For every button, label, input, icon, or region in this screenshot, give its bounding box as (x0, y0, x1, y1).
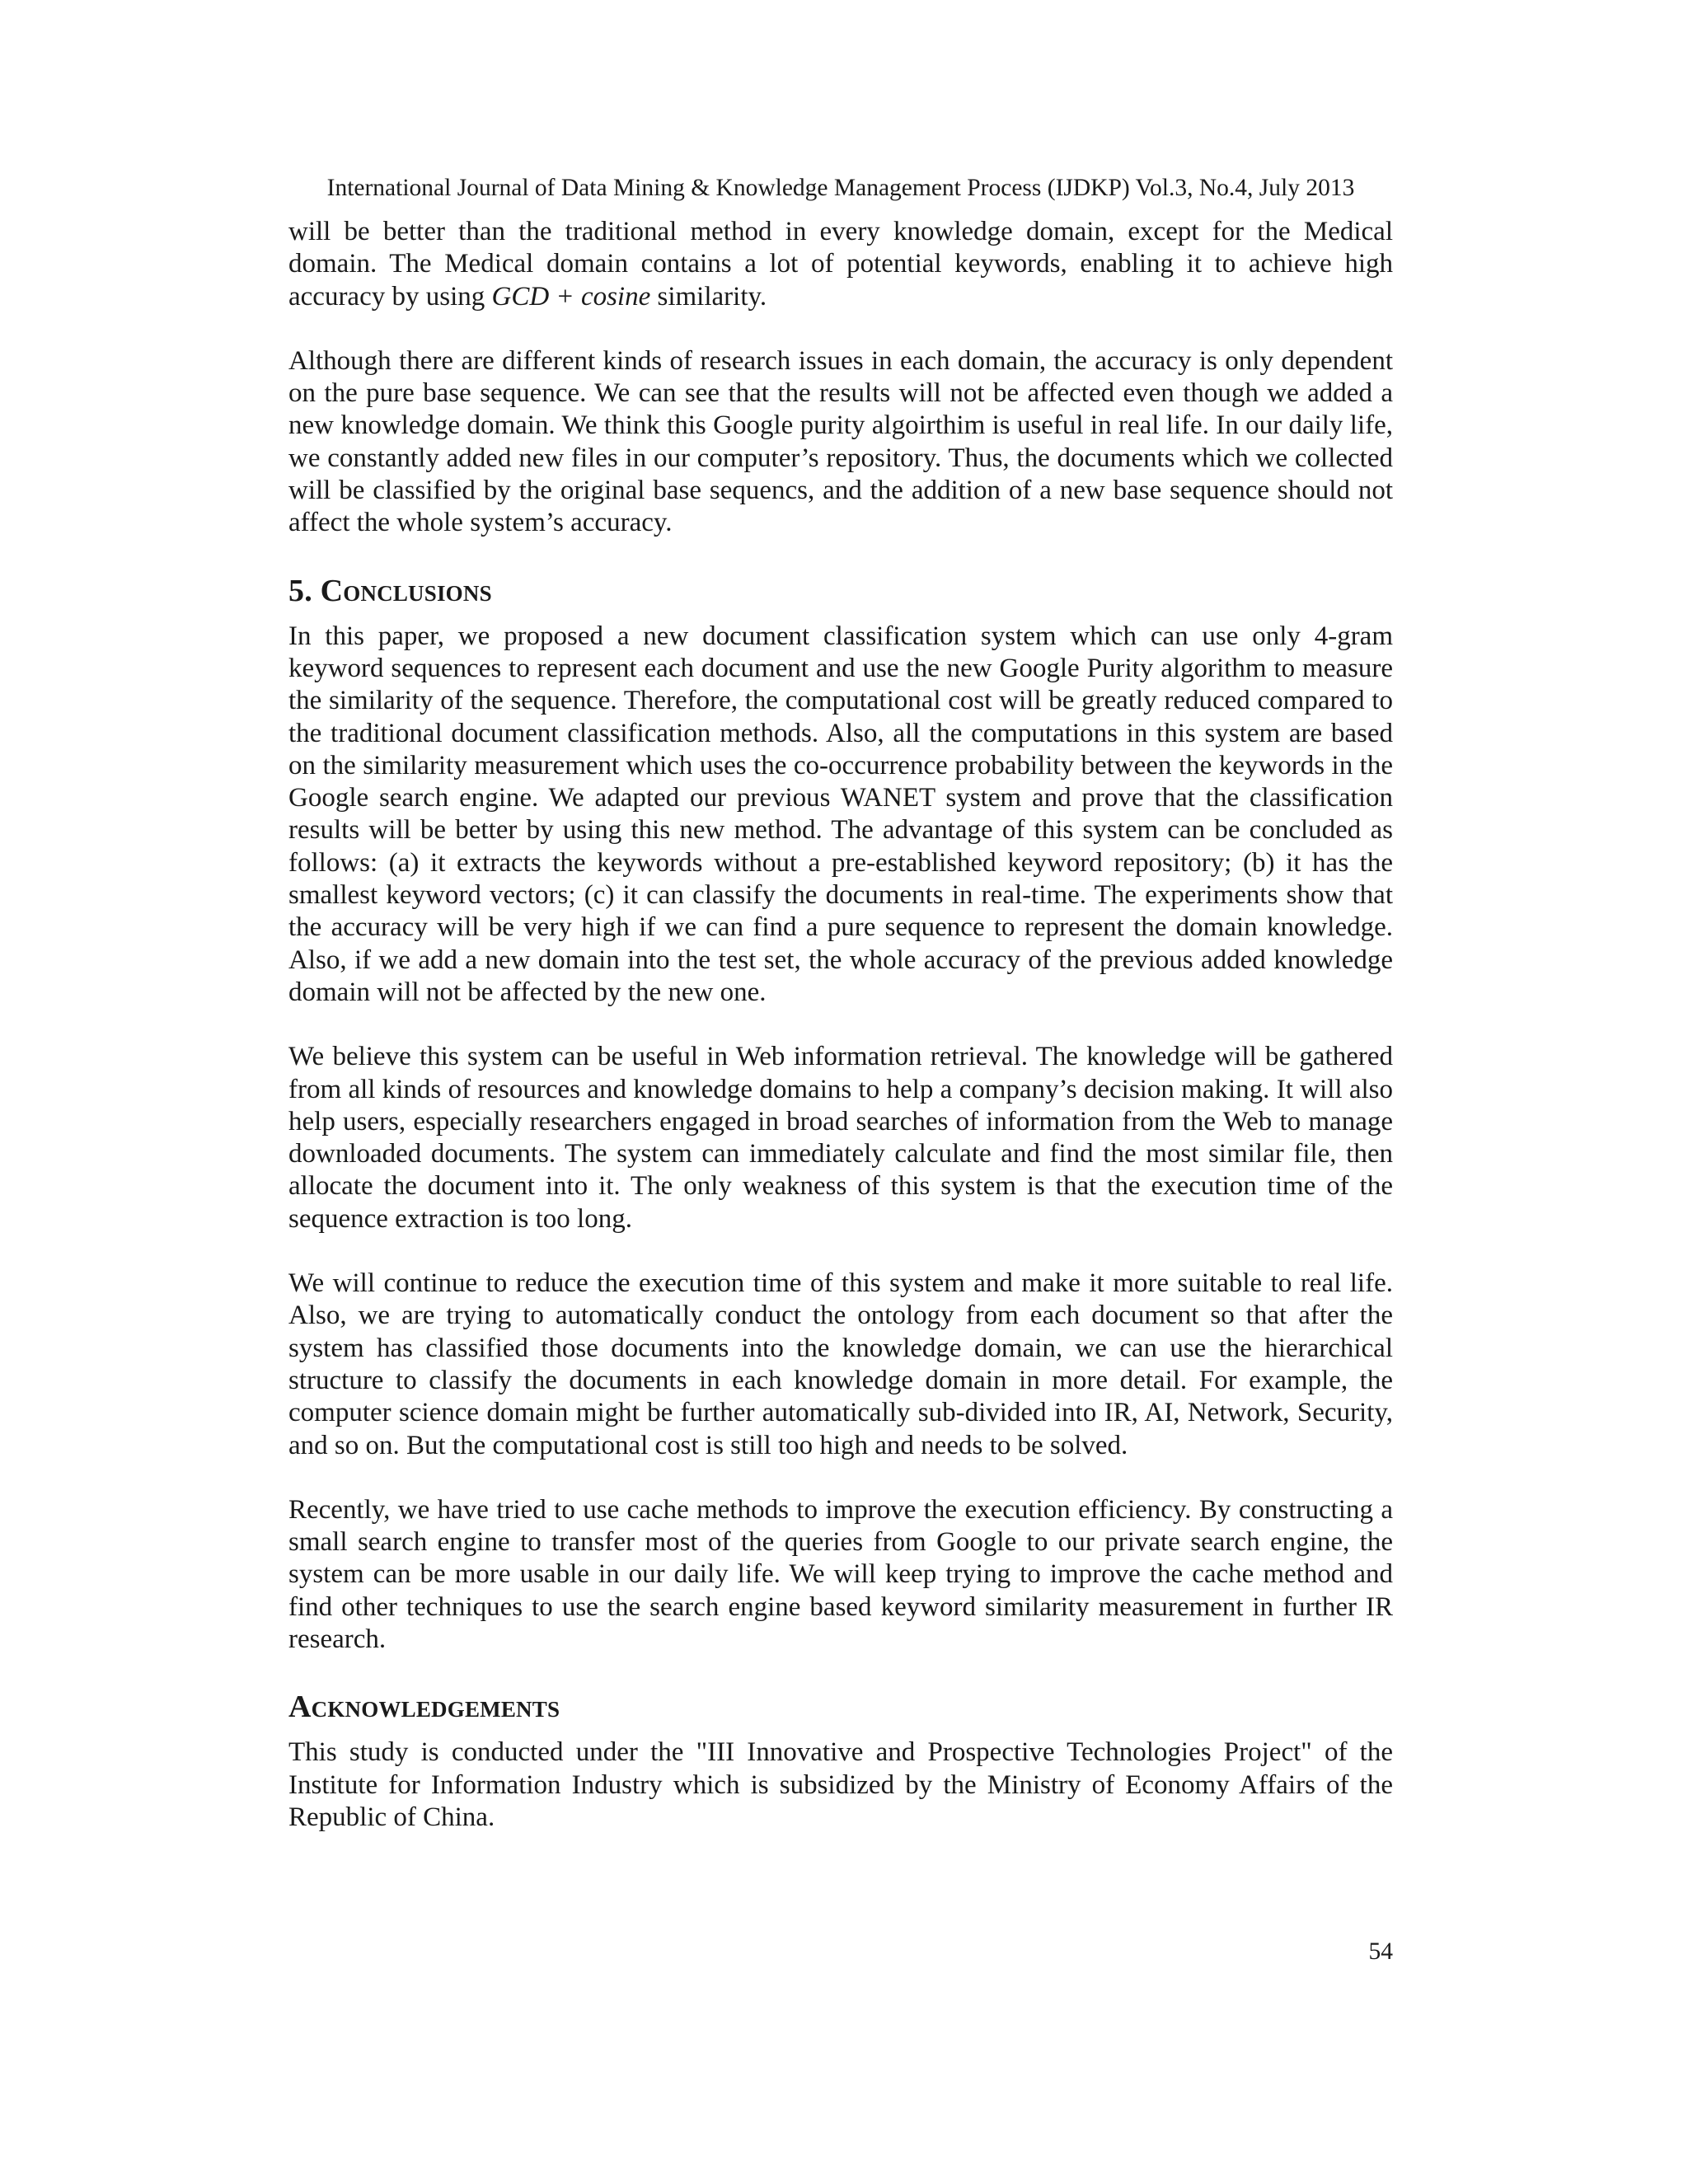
running-header: International Journal of Data Mining & Knowledge Management Process (IJDKP) Vol.3, No.4, July 2013 (326, 175, 1355, 201)
section-heading-conclusions: 5. Conclusions (288, 573, 492, 608)
page-number: 54 (1368, 1938, 1393, 1965)
paragraph: We believe this system can be useful in Web information retrieval. The knowledge will be gathered from all kinds of resources and knowledge domains to help a company’s decision making. It will also help users, especially researchers engaged in broad searches of information from the Web to manage downloaded documents. The system can immediately calculate and find the most similar file, then allocate the document into it. The only weakness of this system is that the execution time of the sequence extraction is too long. (288, 1042, 1393, 1234)
paragraph-text: similarity. (650, 281, 767, 312)
paragraph: In this paper, we proposed a new document classification system which can use only 4-gram keyword sequences to represent each document and use the new Google Purity algorithm to measure the similarity of the sequence. Therefore, the computational cost will be greatly reduced compared to the traditional document classification methods. Also, all the computations in this system are based on the similarity measurement which uses the co-occurrence probability between the keywords in the Google search engine. We adapted our previous WANET system and prove that the classification results will be better by using this new method. The advantage of this system can be concluded as follows: (a) it extracts the keywords without a pre-established keyword repository; (b) it has the smallest keyword vectors; (c) it can classify the documents in real-time. The experiments show that the accuracy will be very high if we can find a pure sequence to represent the domain knowledge. Also, if we add a new domain into the test set, the whole accuracy of the previous added knowledge domain will not be affected by the new one. (288, 621, 1393, 1007)
paragraph-continued (288, 216, 1393, 313)
paragraph-text: will be better than the traditional method in every knowledge domain, except for the Medical domain. The Medical domain contains a lot of potential keywords, enabling it to achieve high accuracy by using (288, 217, 1393, 312)
section-heading-acknowledgements: Acknowledgements (288, 1690, 560, 1725)
paragraph: Although there are different kinds of research issues in each domain, the accuracy is only dependent on the pure base sequence. We can see that the results will not be affected even though we added a new knowledge domain. We think this Google purity algoirthim is useful in real life. In our daily life, we constantly added new files in our computer’s repository. Thus, the documents which we collected will be classified by the original base sequencs, and the addition of a new base sequence should not affect the whole system’s accuracy. (288, 345, 1393, 538)
acknowledgements-text: This study is conducted under the "III Innovative and Prospective Technologies Project" of the Institute for Information Industry which is subsidized by the Ministry of Economy Affairs of the Republic of China. (288, 1737, 1393, 1832)
formula-gcd-cosine: GCD + cosine (491, 281, 651, 312)
body-text (288, 216, 1393, 1834)
paragraph: Recently, we have tried to use cache methods to improve the execution efficiency. By constructing a small search engine to transfer most of the queries from Google to our private search engine, the system can be more usable in our daily life. We will keep trying to improve the cache method and find other techniques to use the search engine based keyword similarity measurement in further IR research. (288, 1494, 1393, 1654)
paragraph: We will continue to reduce the execution time of this system and make it more suitable to real life. Also, we are trying to automatically conduct the ontology from each document so that after the system has classified those documents into the knowledge domain, we can use the hierarchical structure to classify the documents in each knowledge domain in more detail. For example, the computer science domain might be further automatically sub-divided into IR, AI, Network, Security, and so on. But the computational cost is still too high and needs to be solved. (288, 1268, 1393, 1460)
